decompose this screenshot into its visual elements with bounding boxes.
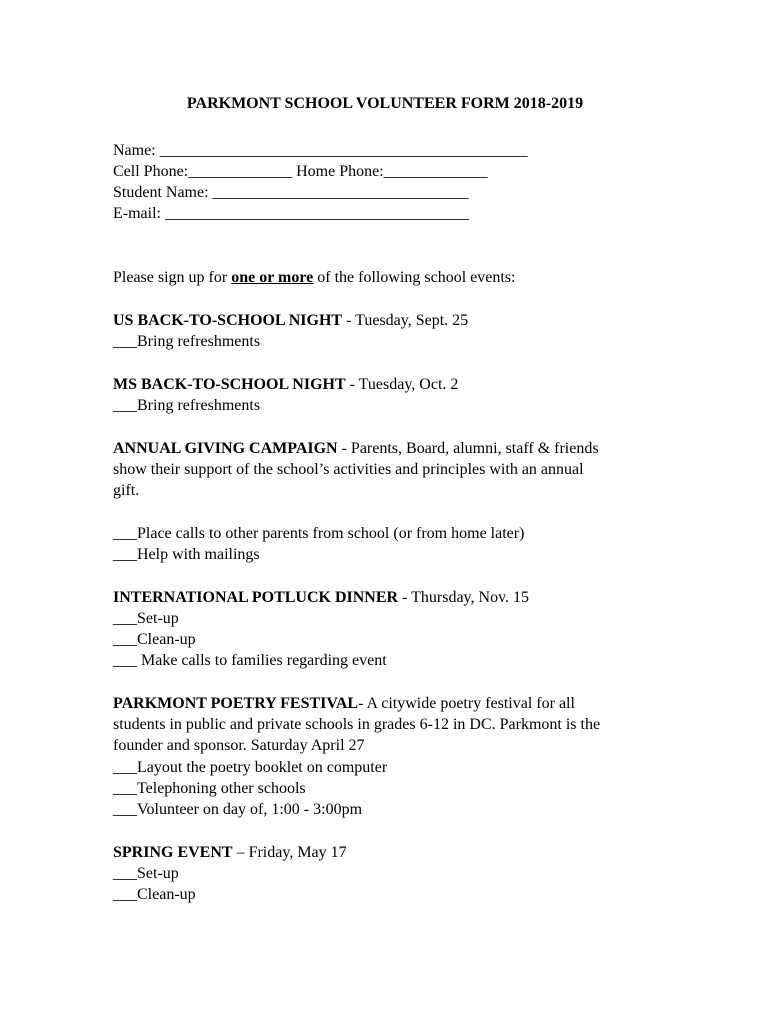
signup-item[interactable]: ___Set-up <box>113 610 179 627</box>
intro-emphasis: one or more <box>231 269 314 286</box>
event-detail: – Friday, May 17 <box>232 844 347 861</box>
annual-heading-line <box>113 438 599 459</box>
event-heading: US BACK-TO-SCHOOL NIGHT <box>113 312 343 329</box>
signup-item[interactable]: ___Clean-up <box>113 886 196 903</box>
signup-item[interactable]: ___Telephoning other schools <box>113 780 306 797</box>
event-heading: PARKMONT POETRY FESTIVAL <box>113 695 359 712</box>
event-detail: - A citywide poetry festival for all <box>358 695 575 712</box>
event-description: gift. <box>113 482 140 499</box>
signup-item[interactable]: ___Bring refreshments <box>113 397 261 414</box>
event-heading: MS BACK-TO-SCHOOL NIGHT <box>113 376 346 393</box>
signup-item[interactable]: ___Layout the poetry booklet on computer <box>113 759 388 776</box>
intro-post: of the following school events: <box>313 269 516 286</box>
signup-item[interactable]: ___ Make calls to families regarding event <box>113 652 387 669</box>
event-description: founder and sponsor. Saturday April 27 <box>113 737 365 754</box>
student-name-field[interactable]: Student Name: ________________________________ <box>113 184 469 201</box>
spring-heading-line <box>113 842 347 863</box>
signup-item[interactable]: ___Help with mailings <box>113 546 260 563</box>
name-field[interactable]: Name: ______________________________________________ <box>113 142 528 159</box>
email-field[interactable]: E-mail: ______________________________________ <box>113 205 469 222</box>
potluck-heading-line <box>113 587 529 608</box>
event-detail: - Thursday, Nov. 15 <box>398 589 530 606</box>
intro-pre: Please sign up for <box>113 269 232 286</box>
event-description: students in public and private schools in grades 6-12 in DC. Parkmont is the <box>113 716 601 733</box>
signup-item[interactable]: ___Place calls to other parents from school (or from home later) <box>113 525 525 542</box>
event-description: show their support of the school’s activities and principles with an annual <box>113 461 584 478</box>
signup-item[interactable]: ___Set-up <box>113 865 179 882</box>
event-heading: ANNUAL GIVING CAMPAIGN <box>113 440 338 457</box>
phone-fields[interactable]: Cell Phone:_____________ Home Phone:_____________ <box>113 163 488 180</box>
event-detail: - Parents, Board, alumni, staff & friends <box>337 440 599 457</box>
ms-bts-heading-line <box>113 374 458 395</box>
poetry-heading-line <box>113 693 575 714</box>
event-detail: - Tuesday, Sept. 25 <box>342 312 469 329</box>
intro-text <box>113 267 515 288</box>
event-detail: - Tuesday, Oct. 2 <box>345 376 459 393</box>
event-heading: INTERNATIONAL POTLUCK DINNER <box>113 589 399 606</box>
signup-item[interactable]: ___Volunteer on day of, 1:00 - 3:00pm <box>113 801 363 818</box>
signup-item[interactable]: ___Clean-up <box>113 631 196 648</box>
signup-item[interactable]: ___Bring refreshments <box>113 333 261 350</box>
event-heading: SPRING EVENT <box>113 844 233 861</box>
us-bts-heading-line <box>113 310 468 331</box>
form-title: PARKMONT SCHOOL VOLUNTEER FORM 2018-2019 <box>186 95 584 112</box>
